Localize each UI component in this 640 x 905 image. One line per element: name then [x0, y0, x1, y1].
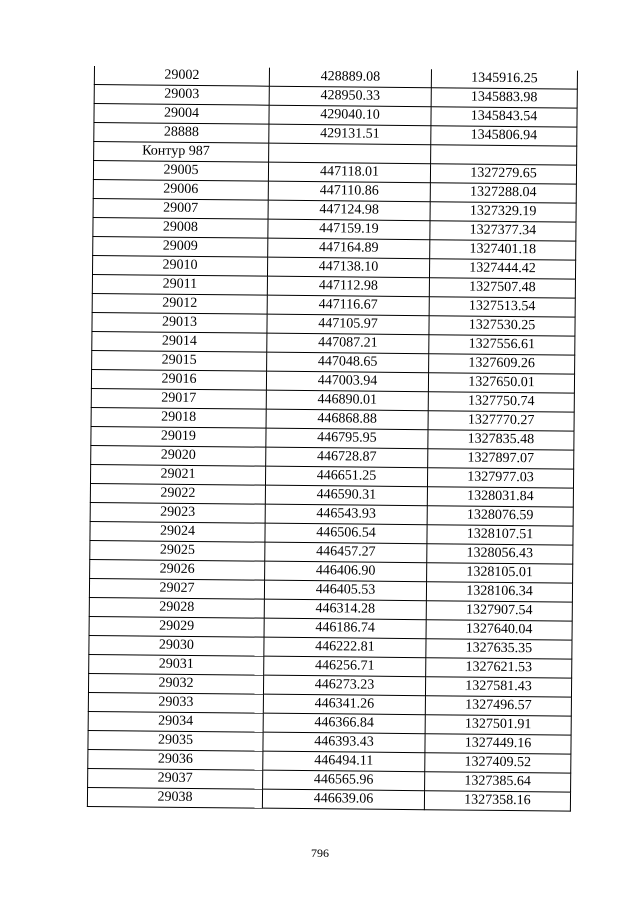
- point-id-cell: 29013: [92, 313, 267, 334]
- y-coordinate-cell: 1327358.16: [424, 791, 570, 811]
- point-id-cell: 29007: [93, 199, 268, 220]
- x-coordinate-cell: 446457.27: [265, 542, 427, 563]
- point-id-cell: 29034: [88, 712, 263, 733]
- point-id-cell: 29014: [92, 332, 267, 353]
- y-coordinate-cell: 1327609.26: [429, 354, 575, 374]
- x-coordinate-cell: 447087.21: [267, 333, 429, 354]
- y-coordinate-cell: 1327507.48: [429, 278, 575, 298]
- point-id-cell: 29020: [91, 446, 266, 467]
- point-id-cell: 29022: [90, 484, 265, 505]
- point-id-cell: 28888: [94, 123, 269, 144]
- x-coordinate-cell: 446795.95: [266, 428, 428, 449]
- y-coordinate-cell: 1328106.34: [426, 582, 572, 602]
- x-coordinate-cell: 447116.67: [267, 295, 429, 316]
- point-id-cell: 29033: [88, 693, 263, 714]
- y-coordinate-cell: 1327977.03: [427, 468, 573, 488]
- x-coordinate-cell: 428889.08: [269, 68, 431, 88]
- y-coordinate-cell: 1345806.94: [431, 126, 577, 146]
- x-coordinate-cell: 446639.06: [262, 789, 424, 810]
- point-id-cell: 29036: [88, 750, 263, 771]
- point-id-cell: 29017: [91, 389, 266, 410]
- x-coordinate-cell: 446366.84: [263, 713, 425, 734]
- y-coordinate-cell: 1327449.16: [425, 734, 571, 754]
- x-coordinate-cell: 446565.96: [263, 770, 425, 791]
- x-coordinate-cell: 447105.97: [267, 314, 429, 335]
- x-coordinate-cell: 446186.74: [264, 618, 426, 639]
- point-id-cell: 29024: [90, 522, 265, 543]
- point-id-cell: 29027: [89, 579, 264, 600]
- point-id-cell: 29026: [90, 560, 265, 581]
- page-number: 796: [311, 846, 329, 860]
- y-coordinate-cell: 1327501.91: [425, 715, 571, 735]
- point-id-cell: 29035: [88, 731, 263, 752]
- x-coordinate-cell: 447118.01: [268, 162, 430, 183]
- y-coordinate-cell: 1345916.25: [431, 69, 577, 89]
- y-coordinate-cell: 1327279.65: [430, 164, 576, 184]
- x-coordinate-cell: 446868.88: [266, 409, 428, 430]
- y-coordinate-cell: 1328105.01: [427, 563, 573, 583]
- point-id-cell: 29037: [88, 769, 263, 790]
- y-coordinate-cell: 1327401.18: [430, 240, 576, 260]
- y-coordinate-cell: 1345843.54: [431, 107, 577, 127]
- x-coordinate-cell: 447159.19: [268, 219, 430, 240]
- x-coordinate-cell: 447003.94: [266, 371, 428, 392]
- x-coordinate-cell: 447124.98: [268, 200, 430, 221]
- point-id-cell: 29025: [90, 541, 265, 562]
- y-coordinate-cell: 1328107.51: [427, 525, 573, 545]
- x-coordinate-cell: 447110.86: [268, 181, 430, 202]
- point-id-cell: 29018: [91, 408, 266, 429]
- y-coordinate-cell: 1327444.42: [429, 259, 575, 279]
- x-coordinate-cell: 446651.25: [265, 466, 427, 487]
- y-coordinate-cell: 1327635.35: [426, 639, 572, 659]
- point-id-cell: 29015: [92, 351, 267, 372]
- x-coordinate-cell: 446506.54: [265, 523, 427, 544]
- x-coordinate-cell: 446222.81: [264, 637, 426, 658]
- point-id-cell: 29023: [90, 503, 265, 524]
- point-id-cell: 29004: [94, 104, 269, 125]
- x-coordinate-cell: 446543.93: [265, 504, 427, 525]
- y-coordinate-cell: 1327835.48: [428, 430, 574, 450]
- x-coordinate-cell: 429040.10: [269, 105, 431, 126]
- y-coordinate-cell: 1327496.57: [425, 696, 571, 716]
- point-id-cell: 29019: [91, 427, 266, 448]
- y-coordinate-cell: 1327329.19: [430, 202, 576, 222]
- x-coordinate-cell: 446273.23: [263, 675, 425, 696]
- point-id-cell: 29009: [93, 237, 268, 258]
- point-id-cell: 29029: [89, 617, 264, 638]
- point-id-cell: 29012: [92, 294, 267, 315]
- coordinates-table: [87, 66, 578, 812]
- contour-label: Контур 987: [94, 142, 269, 163]
- x-coordinate-cell: 446405.53: [264, 580, 426, 601]
- x-coordinate-cell: 447164.89: [268, 238, 430, 259]
- point-id-cell: 29030: [89, 636, 264, 657]
- x-coordinate-cell: 446890.01: [266, 390, 428, 411]
- y-coordinate-cell: 1327409.52: [425, 753, 571, 773]
- point-id-cell: 29011: [92, 275, 267, 296]
- point-id-cell: 29002: [94, 66, 269, 86]
- y-coordinate-cell: 1327897.07: [428, 449, 574, 469]
- empty-cell: [269, 143, 431, 164]
- x-coordinate-cell: 446728.87: [266, 447, 428, 468]
- x-coordinate-cell: 446393.43: [263, 732, 425, 753]
- x-coordinate-cell: 446314.28: [264, 599, 426, 620]
- y-coordinate-cell: 1327907.54: [426, 601, 572, 621]
- x-coordinate-cell: 447048.65: [267, 352, 429, 373]
- point-id-cell: 29032: [88, 674, 263, 695]
- table-row: [87, 788, 570, 812]
- y-coordinate-cell: 1327556.61: [429, 335, 575, 355]
- coordinates-table-body: [87, 66, 577, 811]
- point-id-cell: 29021: [90, 465, 265, 486]
- point-id-cell: 29016: [91, 370, 266, 391]
- y-coordinate-cell: 1327530.25: [429, 316, 575, 336]
- x-coordinate-cell: 446494.11: [263, 751, 425, 772]
- empty-cell: [431, 145, 577, 165]
- point-id-cell: 29008: [93, 218, 268, 239]
- point-id-cell: 29003: [94, 85, 269, 106]
- y-coordinate-cell: 1327770.27: [428, 411, 574, 431]
- y-coordinate-cell: 1327377.34: [430, 221, 576, 241]
- point-id-cell: 29010: [92, 256, 267, 277]
- point-id-cell: 29006: [93, 180, 268, 201]
- y-coordinate-cell: 1327650.01: [428, 373, 574, 393]
- y-coordinate-cell: 1327581.43: [425, 677, 571, 697]
- x-coordinate-cell: 446590.31: [265, 485, 427, 506]
- x-coordinate-cell: 447138.10: [267, 257, 429, 278]
- x-coordinate-cell: 428950.33: [269, 86, 431, 107]
- y-coordinate-cell: 1327513.54: [429, 297, 575, 317]
- x-coordinate-cell: 447112.98: [267, 276, 429, 297]
- point-id-cell: 29005: [93, 161, 268, 182]
- y-coordinate-cell: 1327621.53: [426, 658, 572, 678]
- y-coordinate-cell: 1327288.04: [430, 183, 576, 203]
- y-coordinate-cell: 1345883.98: [431, 88, 577, 108]
- y-coordinate-cell: 1327385.64: [425, 772, 571, 792]
- y-coordinate-cell: 1328056.43: [427, 544, 573, 564]
- x-coordinate-cell: 429131.51: [269, 124, 431, 145]
- y-coordinate-cell: 1327750.74: [428, 392, 574, 412]
- y-coordinate-cell: 1327640.04: [426, 620, 572, 640]
- point-id-cell: 29028: [89, 598, 264, 619]
- x-coordinate-cell: 446341.26: [263, 694, 425, 715]
- x-coordinate-cell: 446406.90: [265, 561, 427, 582]
- y-coordinate-cell: 1328031.84: [427, 487, 573, 507]
- x-coordinate-cell: 446256.71: [264, 656, 426, 677]
- point-id-cell: 29031: [89, 655, 264, 676]
- point-id-cell: 29038: [87, 788, 262, 809]
- y-coordinate-cell: 1328076.59: [427, 506, 573, 526]
